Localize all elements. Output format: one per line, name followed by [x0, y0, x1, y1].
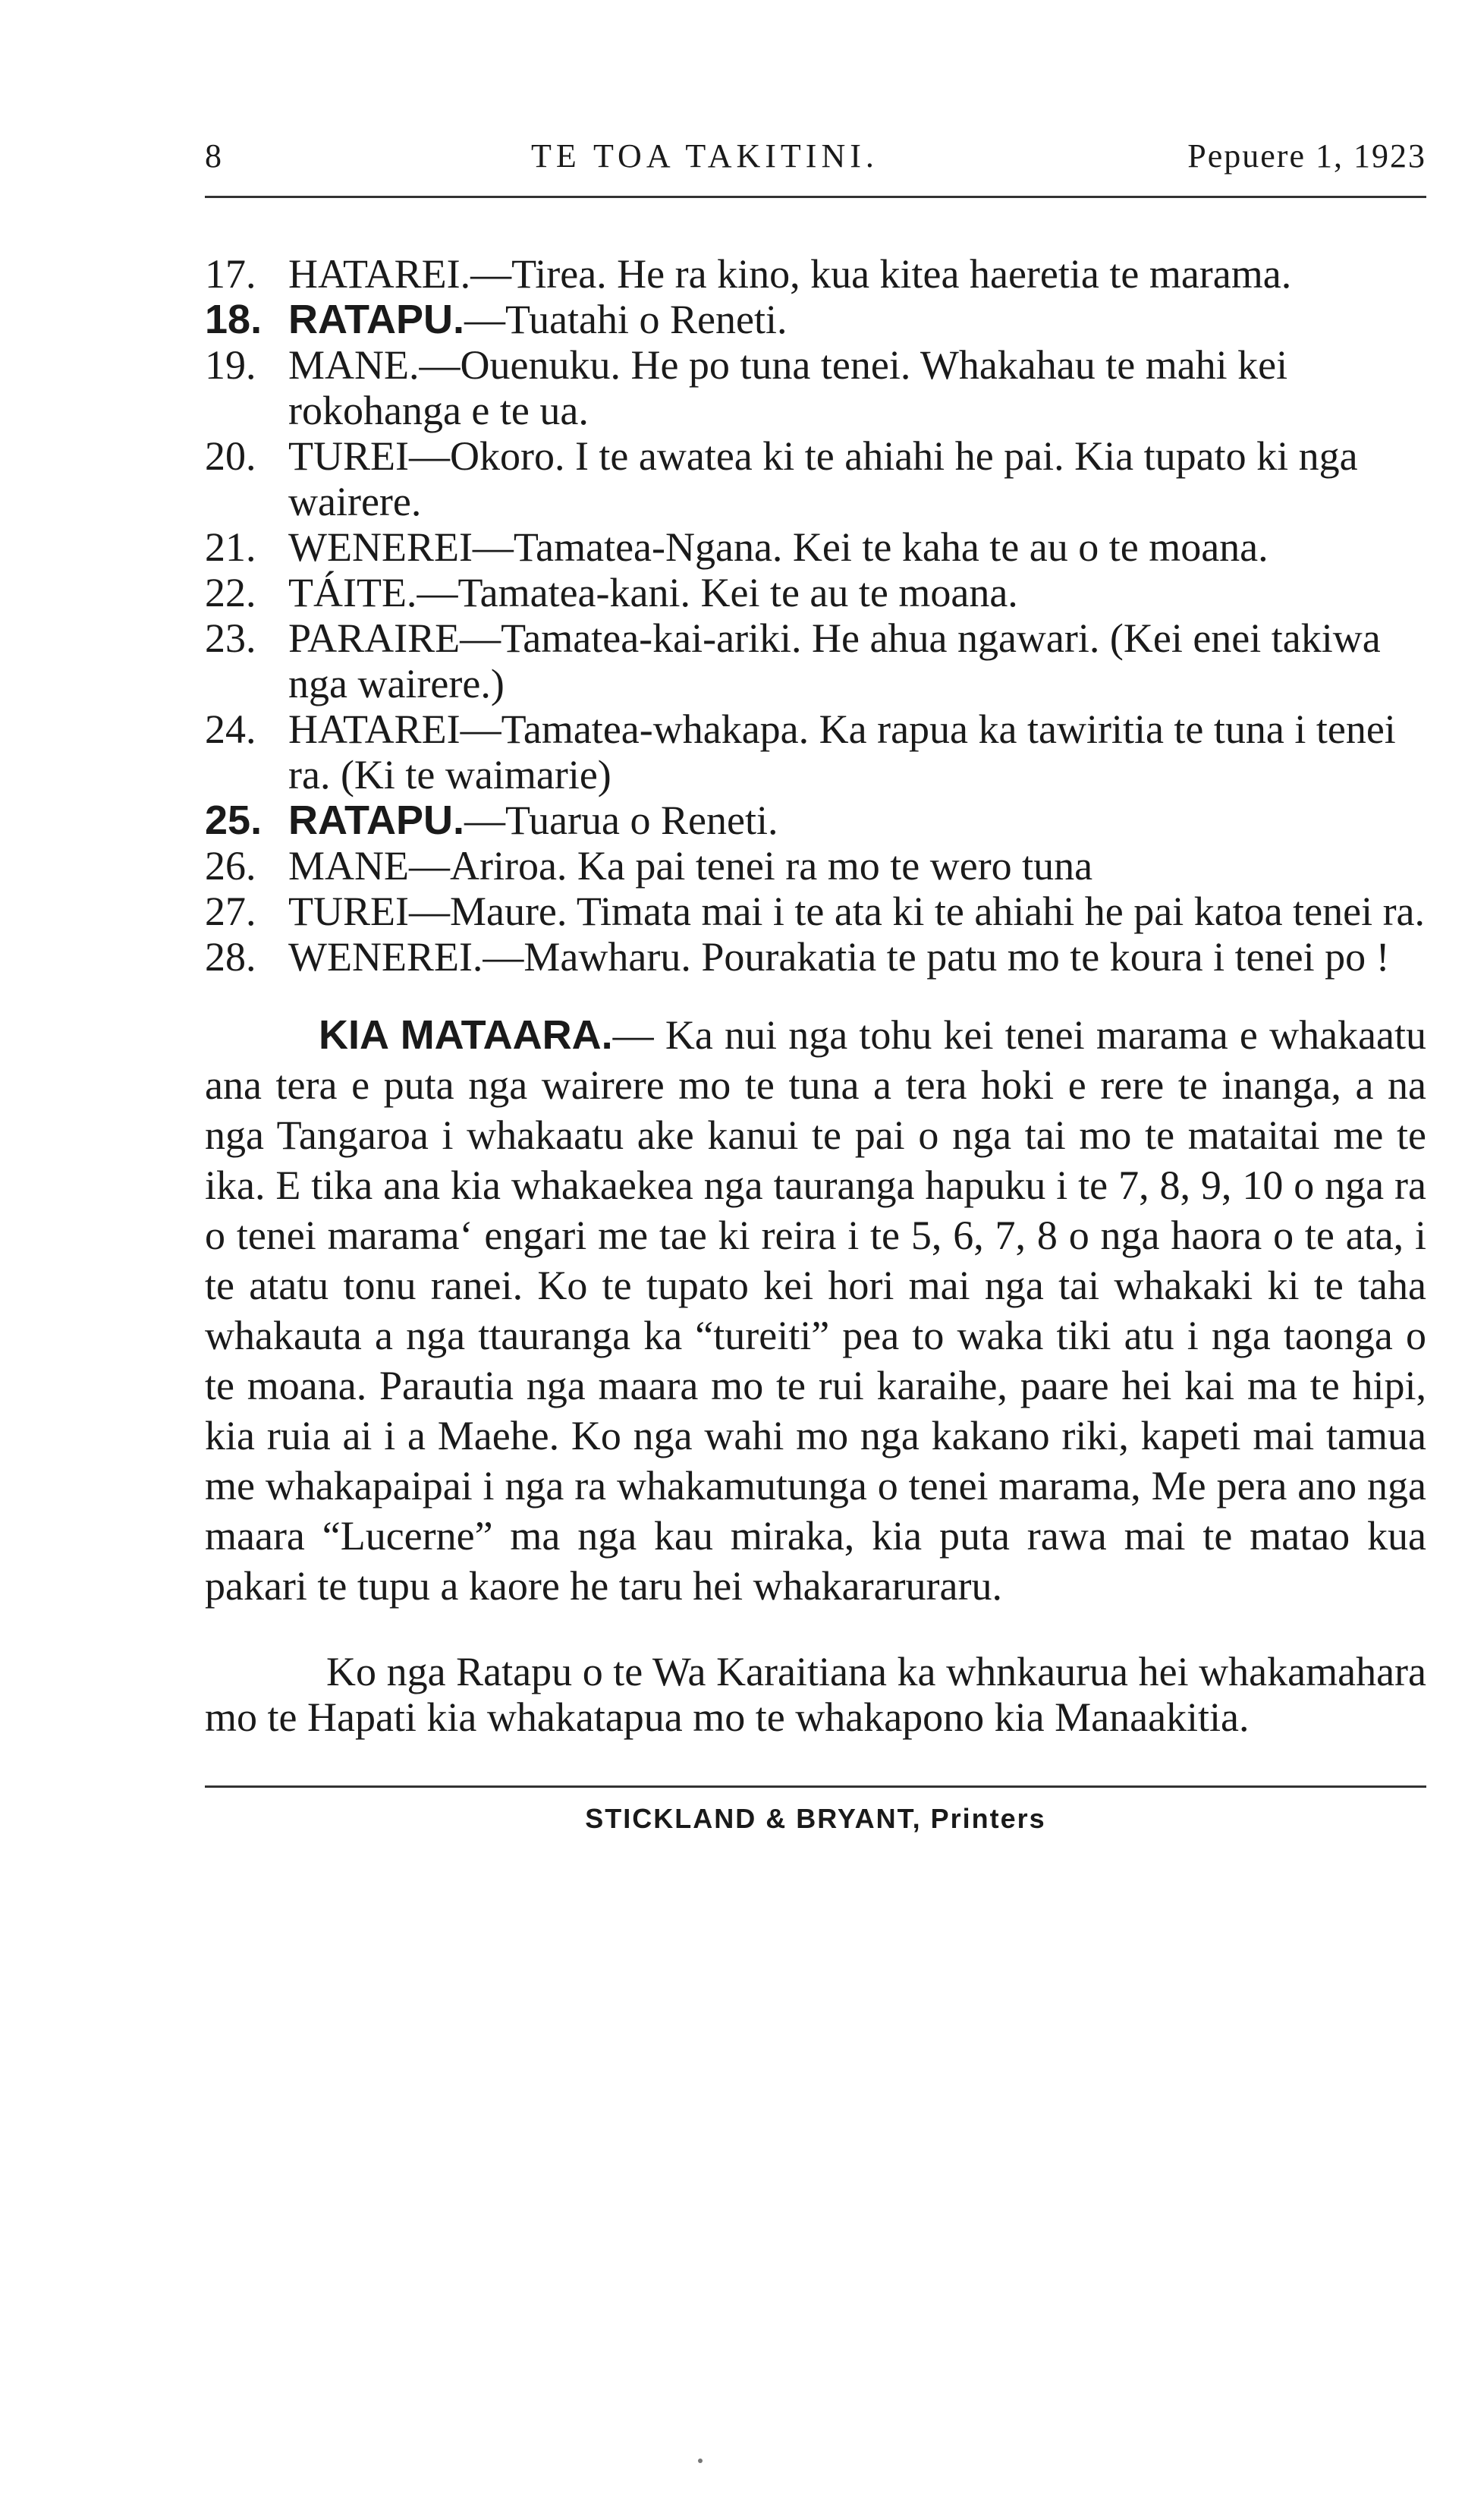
printer-imprint: STICKLAND & BRYANT, Printers	[585, 1803, 1046, 1834]
entry-day: TÁITE.	[288, 570, 417, 615]
entry-day: RATAPU.	[288, 297, 464, 342]
entry-text: —Okoro. I te awatea ki te ahiahi he pai. Kia tupato ki nga wairere.	[288, 433, 1358, 524]
entry-number: 28.	[205, 934, 256, 980]
calendar-entry	[205, 570, 1426, 615]
calendar-entry	[205, 843, 1426, 889]
entry-text: —Tuarua o Reneti.	[464, 798, 778, 843]
issue-date: Pepuere 1, 1923	[1187, 137, 1426, 175]
entry-number: 24.	[205, 706, 256, 752]
entry-number: 27.	[205, 889, 256, 934]
entry-text: —Ariroa. Ka pai tenei ra mo te wero tuna	[409, 843, 1093, 889]
calendar-entry	[205, 706, 1426, 798]
page-number: 8	[205, 137, 223, 175]
entry-day: TUREI	[288, 433, 409, 479]
entry-day: MANE.	[288, 342, 420, 388]
entry-number: 18.	[205, 297, 263, 342]
calendar-entry	[205, 798, 1426, 843]
calendar-entry	[205, 251, 1426, 297]
calendar-list	[205, 251, 1426, 980]
page	[205, 114, 1426, 1835]
notice-heading: KIA MATAARA.	[319, 1012, 613, 1058]
entry-day: TUREI	[288, 889, 409, 934]
entry-day: WENEREI	[288, 524, 473, 570]
entry-text: —Tamatea-Ngana. Kei te kaha te au o te moana.	[472, 524, 1269, 570]
entry-text: —Tirea. He ra kino, kua kitea haeretia te marama.	[470, 251, 1292, 297]
entry-text: —Tamatea-kani. Kei te au te moana.	[417, 570, 1018, 615]
calendar-entry	[205, 342, 1426, 433]
entry-number: 26.	[205, 843, 256, 889]
entry-text: —Tamatea-kai-ariki. He ahua ngawari. (Kei enei takiwa nga wairere.)	[288, 615, 1381, 706]
closing-paragraph: Ko nga Ratapu o te Wa Karaitiana ka whnkaurua hei whakamahara mo te Hapati kia whakatapua mo te whakapono kia Manaakitia.	[205, 1649, 1426, 1740]
entry-day: PARAIRE	[288, 615, 461, 661]
running-header	[205, 114, 1426, 190]
entry-text: —Tamatea-whakapa. Ka rapua ka tawiritia te tuna i tenei ra. (Ki te waimarie)	[288, 706, 1396, 798]
calendar-entry	[205, 889, 1426, 934]
speck-mark	[698, 2459, 703, 2463]
entry-day: RATAPU.	[288, 798, 464, 843]
entry-day: WENEREI.	[288, 934, 483, 980]
entry-number: 22.	[205, 570, 256, 615]
calendar-entry	[205, 433, 1426, 524]
notice-body: — Ka nui nga tohu kei tenei marama e whakaatu ana tera e puta nga wairere mo te tuna a tera hoki e rere te inanga, a na nga Tangaroa i whakaatu ake kanui te pai o nga tai mo te mataitai me te ika. E tika ana kia whakaekea nga tauranga hapuku i te 7, 8, 9, 10 o nga ra o tenei marama‘ engari me tae ki reira i te 5, 6, 7, 8 o nga haora o te ata, i te atatu tonu ranei. Ko te tupato kei hori mai nga tai whakaki ki te taha whakauta a nga ttauranga ka “tureiti” pea to waka tiki atu i nga taonga o te moana. Parautia nga maara mo te rui karaihe, paare hei kai ma te hipi, kia ruia ai i a Maehe. Ko nga wahi mo nga kakano riki, kapeti mai tamua me whakapaipai i nga ra whakamutunga o tenei marama, Me pera ano nga maara “Lucerne” ma nga kau miraka, kia puta rawa mai te matao kua pakari te tupu a kaore he taru hei whakararuraru.	[205, 1012, 1426, 1609]
header-rule	[205, 196, 1426, 198]
entry-day: MANE	[288, 843, 409, 889]
footer-rule	[205, 1785, 1426, 1788]
publication-title: TE TOA TAKITINI.	[531, 137, 879, 175]
calendar-entry	[205, 297, 1426, 342]
entry-text: —Maure. Timata mai i te ata ki te ahiahi he pai katoa tenei ra.	[408, 889, 1426, 934]
entry-number: 19.	[205, 342, 256, 388]
entry-number: 17.	[205, 251, 256, 297]
entry-day: HATAREI.	[288, 251, 471, 297]
entry-text: —Tuatahi o Reneti.	[464, 297, 788, 342]
entry-number: 20.	[205, 433, 256, 479]
calendar-entry	[205, 524, 1426, 570]
calendar-entry	[205, 615, 1426, 706]
entry-number: 21.	[205, 524, 256, 570]
notice-paragraph	[205, 1010, 1426, 1611]
entry-day: HATAREI	[288, 706, 461, 752]
calendar-entry	[205, 934, 1426, 980]
entry-text: —Mawharu. Pourakatia te patu mo te koura i tenei po !	[483, 934, 1390, 980]
entry-number: 23.	[205, 615, 256, 661]
entry-text: —Ouenuku. He po tuna tenei. Whakahau te mahi kei rokohanga e te ua.	[288, 342, 1288, 433]
entry-number: 25.	[205, 798, 263, 843]
